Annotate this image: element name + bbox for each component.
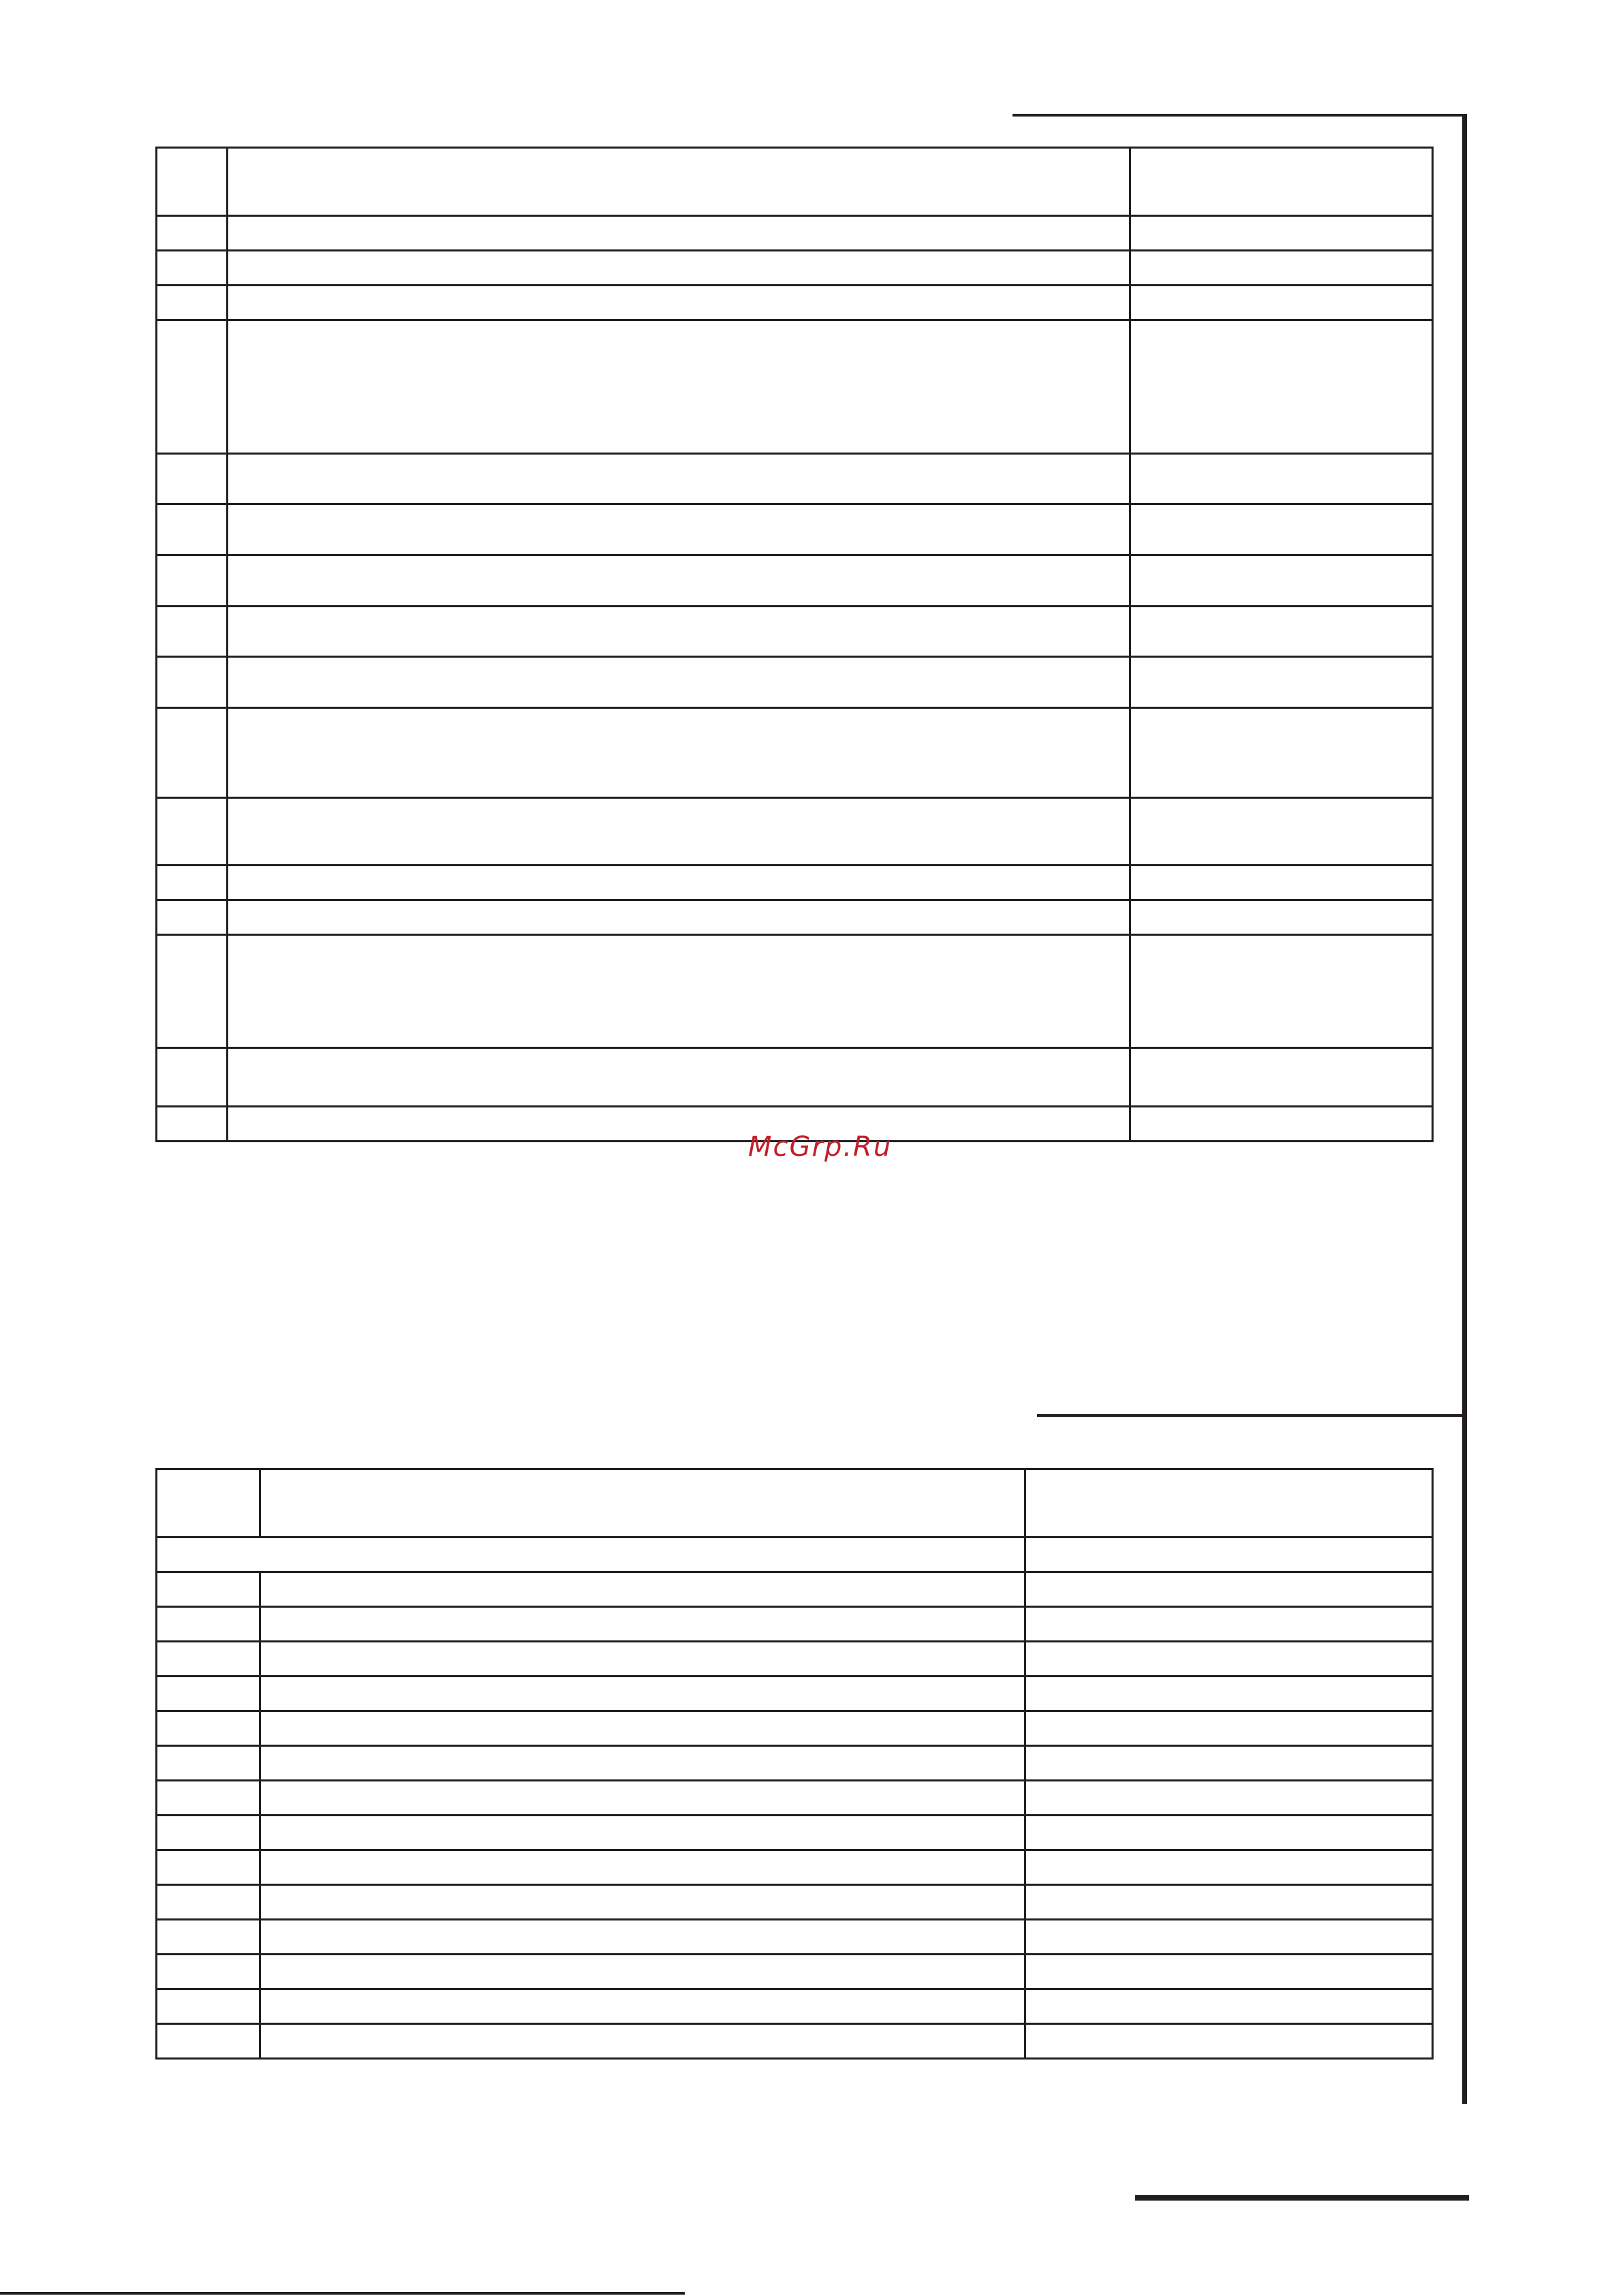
table-row <box>157 657 1433 708</box>
right-margin-bar <box>1462 114 1467 2104</box>
table-row <box>157 866 1433 900</box>
table-row <box>157 320 1433 454</box>
table-row <box>157 148 1433 216</box>
table-row <box>157 251 1433 286</box>
table-row <box>157 1781 1433 1816</box>
table-row <box>157 935 1433 1048</box>
table-row <box>157 555 1433 607</box>
table-row <box>157 1537 1433 1572</box>
table-row <box>157 1989 1433 2024</box>
table-row <box>157 1711 1433 1746</box>
table-row <box>157 1746 1433 1781</box>
table-row <box>157 1850 1433 1885</box>
top-table <box>155 147 1434 1142</box>
table-row <box>157 1955 1433 1989</box>
table-row <box>157 708 1433 798</box>
footer-rule <box>1135 2195 1469 2201</box>
top-rule <box>1013 114 1465 117</box>
watermark: McGrp.Ru <box>748 1131 893 1163</box>
table-row <box>157 900 1433 935</box>
table-row <box>157 607 1433 657</box>
bottom-table <box>155 1468 1434 2060</box>
table-row <box>157 1469 1433 1537</box>
table-row <box>157 798 1433 866</box>
table-row <box>157 1572 1433 1607</box>
table-row <box>157 286 1433 320</box>
table-row <box>157 1607 1433 1642</box>
middle-rule <box>1037 1414 1465 1417</box>
bottom-edge-rule <box>0 2292 685 2295</box>
table-row <box>157 2024 1433 2059</box>
table-row <box>157 216 1433 251</box>
table-row <box>157 1885 1433 1920</box>
table-row <box>157 1642 1433 1677</box>
table-row <box>157 504 1433 555</box>
table-row <box>157 1816 1433 1850</box>
table-row <box>157 1048 1433 1107</box>
table-row <box>157 454 1433 504</box>
table-row <box>157 1677 1433 1711</box>
table-row <box>157 1920 1433 1955</box>
